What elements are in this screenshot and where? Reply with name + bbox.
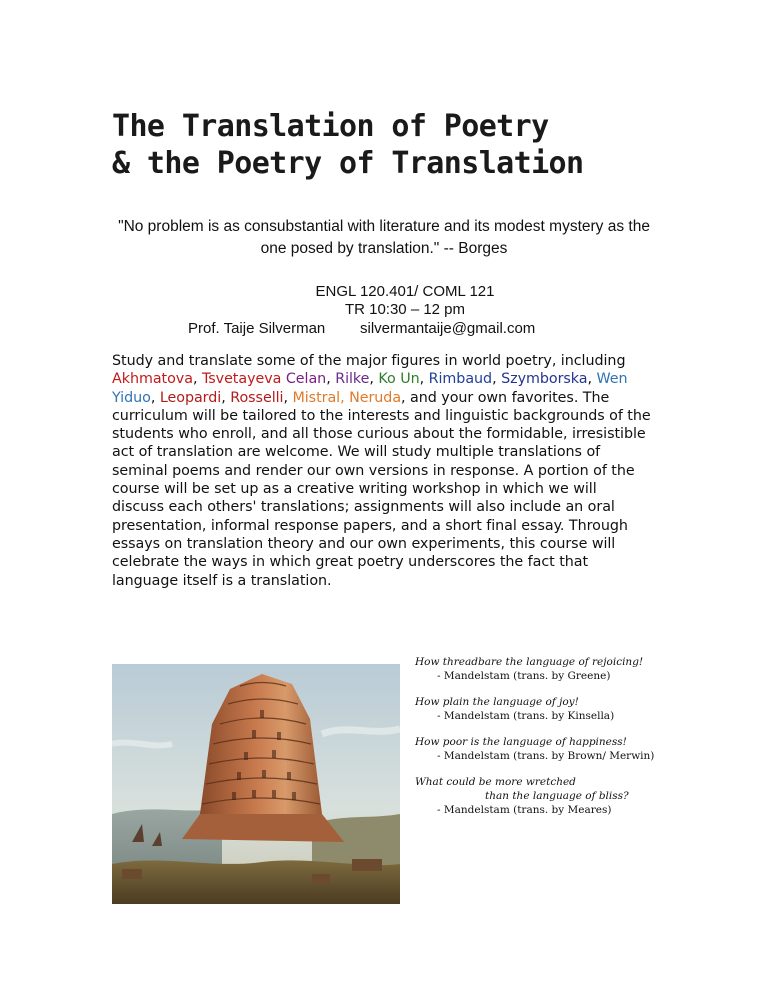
poet-name: Tsvetayeva — [201, 371, 282, 388]
epigraph-3 — [415, 735, 715, 763]
epigraph-attribution: - Mandelstam (trans. by Brown/ Merwin) — [437, 750, 655, 762]
title-line-1: The Translation of Poetry — [112, 109, 549, 144]
poet-name: Akhmatova — [112, 371, 193, 388]
poet-name: Rosselli — [230, 389, 284, 406]
epigraph-attribution: - Mandelstam (trans. by Meares) — [437, 804, 612, 816]
course-info — [180, 283, 600, 338]
course-number: ENGL 120.401/ COML 121 — [315, 283, 495, 300]
poet-name: Rilke — [335, 371, 370, 388]
poet-list: Akhmatova, Tsvetayeva Celan, Rilke, Ko Un, Rimbaud, Szymborska, Wen Yiduo, Leopardi, Rosselli, Mistral, Neruda — [112, 371, 628, 406]
description-body: , and your own favorites. The curriculum will be tailored to the interests and linguistic backgrounds of the students who enroll, and all those curious about the formidable, irresistible act of translation are welcome. We will study multiple translations of seminal poems and render our own versions in response. A portion of the course will be set up as a creative writing workshop in which we will discuss each others' translations; assignments will also include an oral presentation, informal response papers, and a short final essay. Through essays on translation theory and our own experiments, this course will celebrate the ways in which great poetry underscores the fact that language itself is a translation. — [112, 389, 651, 589]
epigraph-attribution: - Mandelstam (trans. by Greene) — [437, 670, 611, 682]
description-intro: Study and translate some of the major figures in world poetry, including — [112, 353, 626, 369]
page-title — [112, 108, 672, 182]
epigraph-line: How threadbare the language of rejoicing! — [415, 656, 644, 668]
epigraph-1 — [415, 655, 715, 683]
poet-name: Rimbaud — [428, 371, 493, 388]
borges-quote: "No problem is as consubstantial with literature and its modest mystery as the one posed by translation." -- Borges — [118, 218, 650, 257]
poet-name: Szymborska — [501, 371, 588, 388]
instructor-line — [180, 320, 600, 338]
poet-name: Celan — [285, 371, 327, 388]
poet-name: Wen Yiduo — [112, 371, 628, 406]
poet-name: Ko Un — [378, 371, 420, 388]
epigraph-2 — [415, 695, 715, 723]
professor-email: silvermantaije@gmail.com — [360, 320, 536, 337]
epigraph-line: than the language of bliss? — [485, 790, 629, 802]
poet-name: Mistral, Neruda — [292, 389, 402, 406]
epigraph-line: How poor is the language of happiness! — [415, 736, 627, 748]
epigraph-4 — [415, 775, 715, 817]
professor-name: Prof. Taije Silverman — [188, 320, 326, 337]
course-time: TR 10:30 – 12 pm — [344, 301, 466, 318]
title-line-2: & the Poetry of Translation — [112, 146, 584, 181]
tower-of-babel-image — [112, 664, 400, 904]
course-description — [112, 352, 652, 590]
poet-name: Leopardi — [159, 389, 222, 406]
epigraph-line: What could be more wretched — [415, 776, 576, 788]
tower-of-babel-painting — [112, 664, 400, 904]
epigraphs — [415, 655, 715, 829]
epigraph-line: How plain the language of joy! — [415, 696, 579, 708]
epigraph-attribution: - Mandelstam (trans. by Kinsella) — [437, 710, 615, 722]
